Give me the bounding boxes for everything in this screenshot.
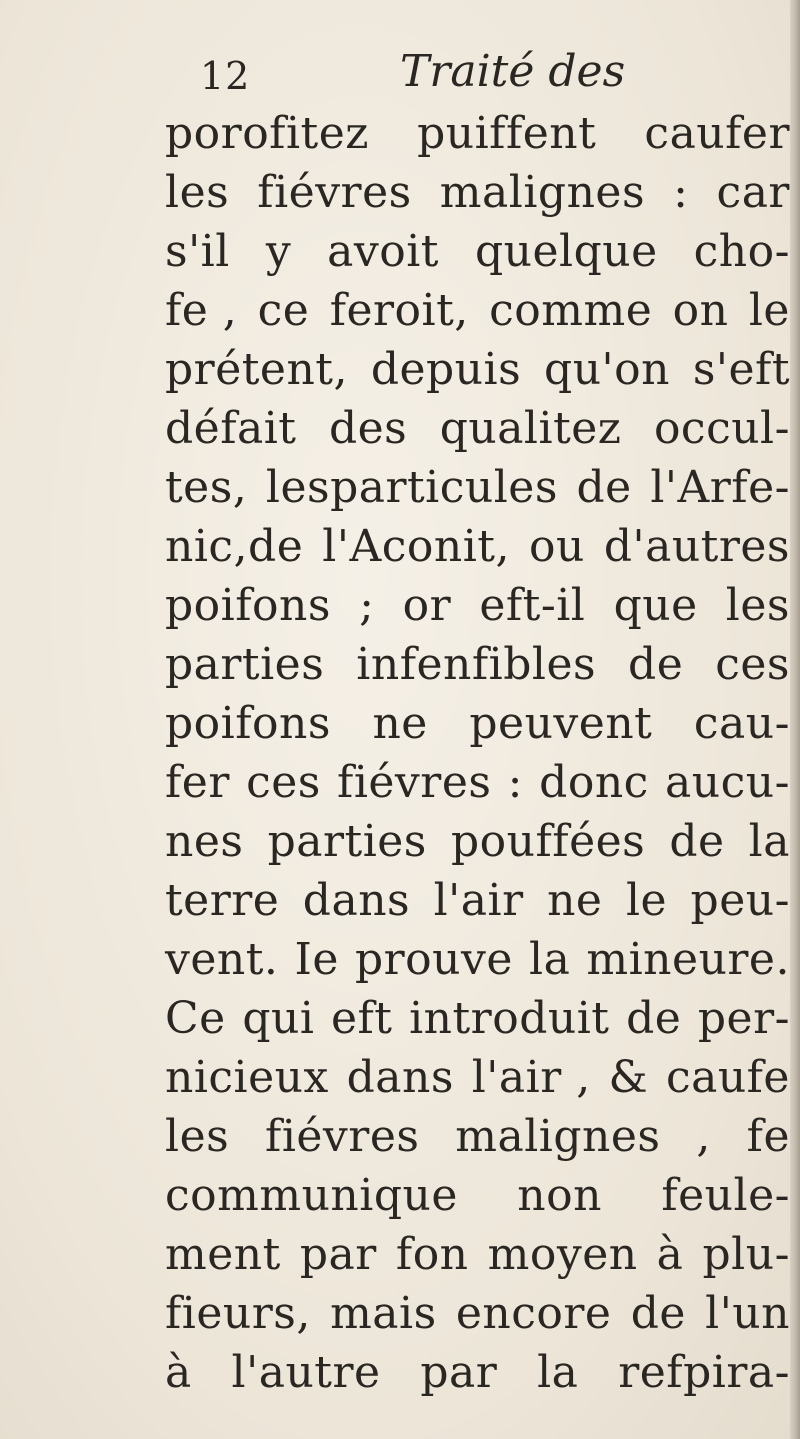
word: avoit [327,226,439,277]
word: depuis [370,344,522,395]
text-line [165,1048,790,1107]
word: les [165,167,230,218]
word: & [608,1052,649,1103]
word: d'autres [603,521,790,572]
word: fe [746,1111,790,1162]
word: ces [715,639,790,690]
word: l'Arfe- [650,462,790,513]
word: per- [697,993,790,1044]
word: le [748,285,790,336]
text-line [165,871,790,930]
word: introduit [409,993,610,1044]
word: fiévres [257,167,412,218]
word: nicieux [165,1052,329,1103]
word: l'air [433,875,524,926]
word: de [626,993,682,1044]
word: fon [395,1229,469,1280]
text-line [165,1225,790,1284]
word: ne [372,698,428,749]
word: nes [165,816,244,867]
word: : [507,757,523,808]
word: ne [547,875,603,926]
word: dans [346,1052,454,1103]
word: de [628,639,684,690]
word: porofitez [165,108,369,159]
text-line [165,104,790,163]
word: comme [489,285,653,336]
word: malignes [439,167,646,218]
word: malignes [455,1111,661,1162]
word: les [165,1111,230,1162]
word: mais [330,1288,437,1339]
word: par [299,1229,377,1280]
word: l'Aconit, [322,521,510,572]
word: refpira- [618,1347,790,1398]
word: qu'on [544,344,670,395]
word: la [748,816,790,867]
word: aucu- [665,757,790,808]
text-line [165,163,790,222]
word: peuvent [469,698,653,749]
word: y [265,226,292,277]
body-text [165,104,790,1402]
word: cho- [693,226,790,277]
word: ; [359,580,375,631]
word: eft [330,993,393,1044]
text-line [165,222,790,281]
word: plu- [702,1229,790,1280]
text-line [165,1107,790,1166]
word: fiévres [265,1111,420,1162]
word: dans [302,875,411,926]
word: le [625,875,668,926]
word: la [537,1347,579,1398]
text-line [165,989,790,1048]
word: prétent, [165,344,348,395]
word: vent. [165,934,279,985]
text-line [165,340,790,399]
word: s'il [165,226,230,277]
word: à [656,1229,684,1280]
word: ce [257,285,310,336]
word: feroit, [329,285,469,336]
word: fe , [165,285,238,336]
word: l'autre [231,1347,381,1398]
word: moyen [487,1229,638,1280]
word: Ce [165,993,226,1044]
word: feule- [661,1170,790,1221]
text-line [165,812,790,871]
text-line [165,458,790,517]
word: ces [246,757,321,808]
text-line [165,930,790,989]
word: peu- [690,875,790,926]
text-line [165,1343,790,1402]
word: or [402,580,452,631]
word: défait [165,403,297,454]
word: qualitez [439,403,622,454]
word: occul- [653,403,790,454]
text-line [165,753,790,812]
text-line [165,694,790,753]
word: lesparticules [265,462,558,513]
word: quelque [474,226,658,277]
word: donc [539,757,649,808]
text-line [165,281,790,340]
word: cau- [693,698,790,749]
word: ment [165,1229,281,1280]
word: caufer [644,108,790,159]
word: eft-il [479,580,586,631]
word: poifons [165,698,331,749]
word: mineure. [586,934,790,985]
text-line [165,635,790,694]
text-line [165,1284,790,1343]
word: à [165,1347,192,1398]
word: terre [165,875,280,926]
word: que [613,580,698,631]
word: s'eft [692,344,790,395]
text-line [165,1166,790,1225]
page-edge [790,0,800,1439]
page-header [200,46,760,106]
word: poifons [165,580,331,631]
running-head: Traité des [400,46,626,97]
word: : [673,167,689,218]
word: fieurs, [165,1288,311,1339]
word: les [725,580,790,631]
word: parties [267,816,427,867]
word: pouffées [451,816,646,867]
word: , [696,1111,711,1162]
word: puiffent [417,108,597,159]
word: caufe [665,1052,790,1103]
word: par [420,1347,498,1398]
word: on [672,285,729,336]
word: non [517,1170,602,1221]
word: tes, [165,462,248,513]
word: de [630,1288,686,1339]
word: la [529,934,571,985]
word: parties [165,639,325,690]
word: qui [242,993,315,1044]
word: des [328,403,408,454]
word: de [669,816,725,867]
word: de [576,462,632,513]
word: communique [165,1170,458,1221]
word: nic,de [165,521,304,572]
word: infenfibles [356,639,597,690]
word: l'un [705,1288,790,1339]
word: encore [455,1288,612,1339]
word: fiévres [337,757,492,808]
page-number: 12 [200,54,251,98]
word: Ie [294,934,339,985]
word: fer [165,757,230,808]
text-line [165,399,790,458]
text-line [165,576,790,635]
word: l'air , [471,1052,591,1103]
word: ou [528,521,585,572]
word: prouve [354,934,513,985]
word: car [716,167,790,218]
text-line [165,517,790,576]
